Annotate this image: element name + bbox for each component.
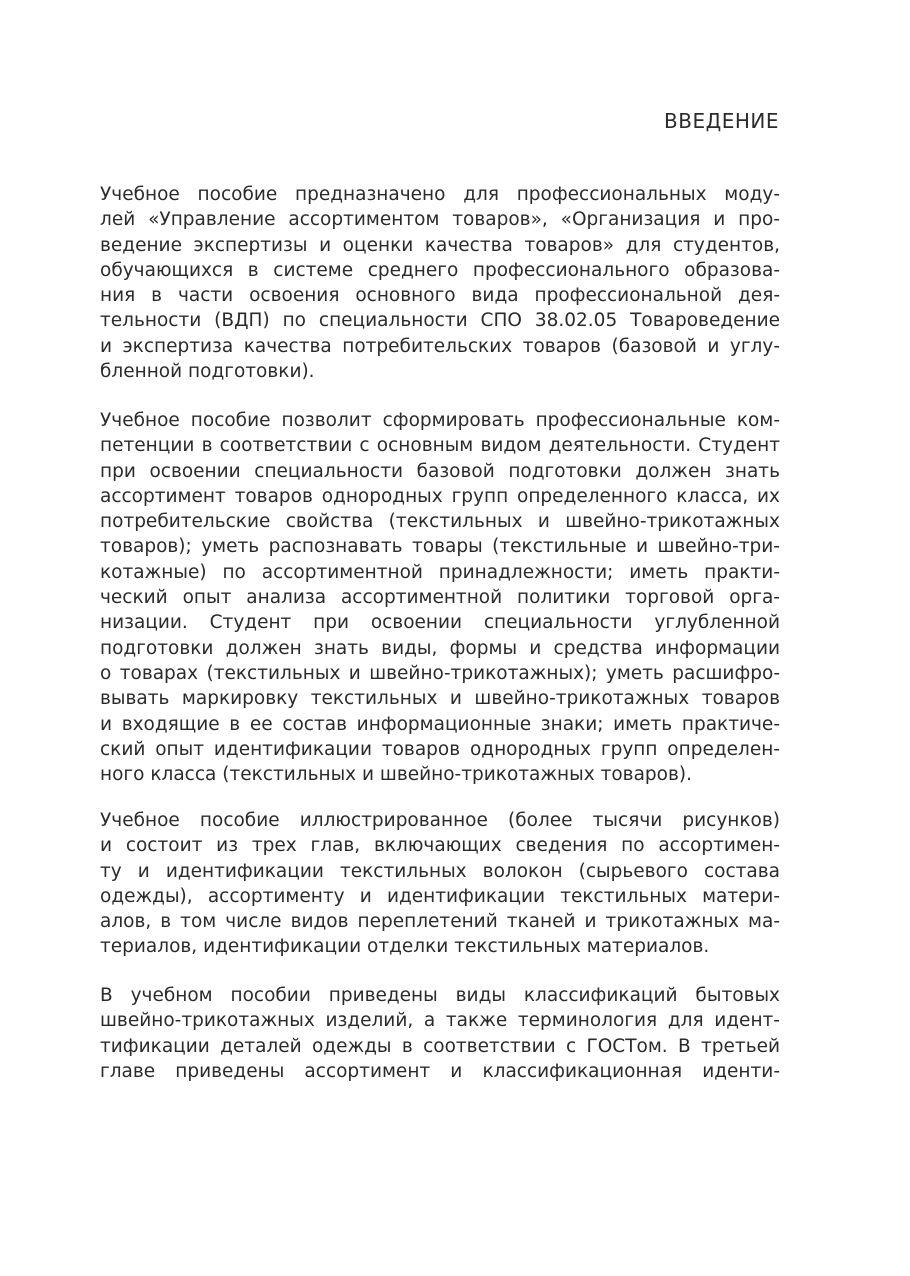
text-line: обучающихся в системе среднего профессионального образова-: [100, 259, 780, 281]
text-line: швейно-трикотажных изделий, а также терминология для идент-: [100, 1010, 780, 1032]
text-line: низации. Студент при освоении специальности углубленной: [100, 612, 780, 634]
text-line: тельности (ВДП) по специальности СПО 38.02.05 Товароведение: [100, 310, 780, 332]
text-line: товаров); уметь распознавать товары (текстильные и швейно-три-: [100, 536, 780, 558]
paragraph-2: [100, 408, 780, 787]
text-line: В учебном пособии приведены виды классификаций бытовых: [100, 985, 780, 1006]
paragraph-4: [100, 983, 780, 1084]
text-line: териалов, идентификации отделки текстильных материалов.: [100, 936, 710, 958]
text-line: ский опыт идентификации товаров однородных групп определен-: [100, 738, 780, 760]
text-line: Учебное пособие позволит сформировать профессиональные ком-: [100, 410, 780, 431]
page-heading: ВВЕДЕНИЕ: [664, 109, 779, 133]
text-line: ассортимент товаров однородных групп определенного класса, их: [100, 485, 780, 507]
text-line: Учебное пособие предназначено для профессиональных моду-: [100, 184, 780, 205]
text-line: главе приведены ассортимент и классификационная иденти-: [100, 1060, 780, 1082]
text-line: котажные) по ассортиментной принадлежности; иметь практи-: [100, 561, 780, 583]
text-line: ния в части освоения основного вида профессиональной дея-: [100, 285, 780, 307]
text-line: Учебное пособие иллюстрированное (более тысячи рисунков): [100, 810, 780, 831]
text-line: ту и идентификации текстильных волокон (сырьевого состава: [100, 860, 780, 882]
text-line: и экспертиза качества потребительских товаров (базовой и углу-: [100, 335, 780, 357]
text-line: ведение экспертизы и оценки качества товаров» для студентов,: [100, 234, 780, 256]
text-line: подготовки должен знать виды, формы и средства информации: [100, 637, 780, 659]
text-line: ного класса (текстильных и швейно-трикотажных товаров).: [100, 764, 692, 786]
text-line: тификации деталей одежды в соответствии с ГОСТом. В третьей: [100, 1035, 780, 1057]
text-line: алов, в том числе видов переплетений тканей и трикотажных ма-: [100, 911, 780, 933]
text-line: бленной подготовки).: [100, 361, 315, 383]
text-line: при освоении специальности базовой подготовки должен знать: [100, 460, 780, 482]
text-line: о товарах (текстильных и швейно-трикотажных); уметь расшифро-: [100, 662, 780, 684]
text-line: вывать маркировку текстильных и швейно-трикотажных товаров: [100, 688, 780, 710]
text-line: ческий опыт анализа ассортиментной политики торговой орга-: [100, 587, 780, 609]
text-line: потребительские свойства (текстильных и швейно-трикотажных: [100, 511, 780, 533]
text-line: одежды), ассортименту и идентификации текстильных матери-: [100, 885, 780, 907]
paragraph-1: [100, 182, 780, 384]
paragraph-3: [100, 808, 780, 960]
text-line: и входящие в ее состав информационные знаки; иметь практиче-: [100, 713, 780, 735]
text-line: петенции в соответствии с основным видом деятельности. Студент: [100, 435, 780, 457]
text-line: лей «Управление ассортиментом товаров», «Организация и про-: [100, 209, 780, 231]
text-line: и состоит из трех глав, включающих сведения по ассортимен-: [100, 835, 780, 857]
